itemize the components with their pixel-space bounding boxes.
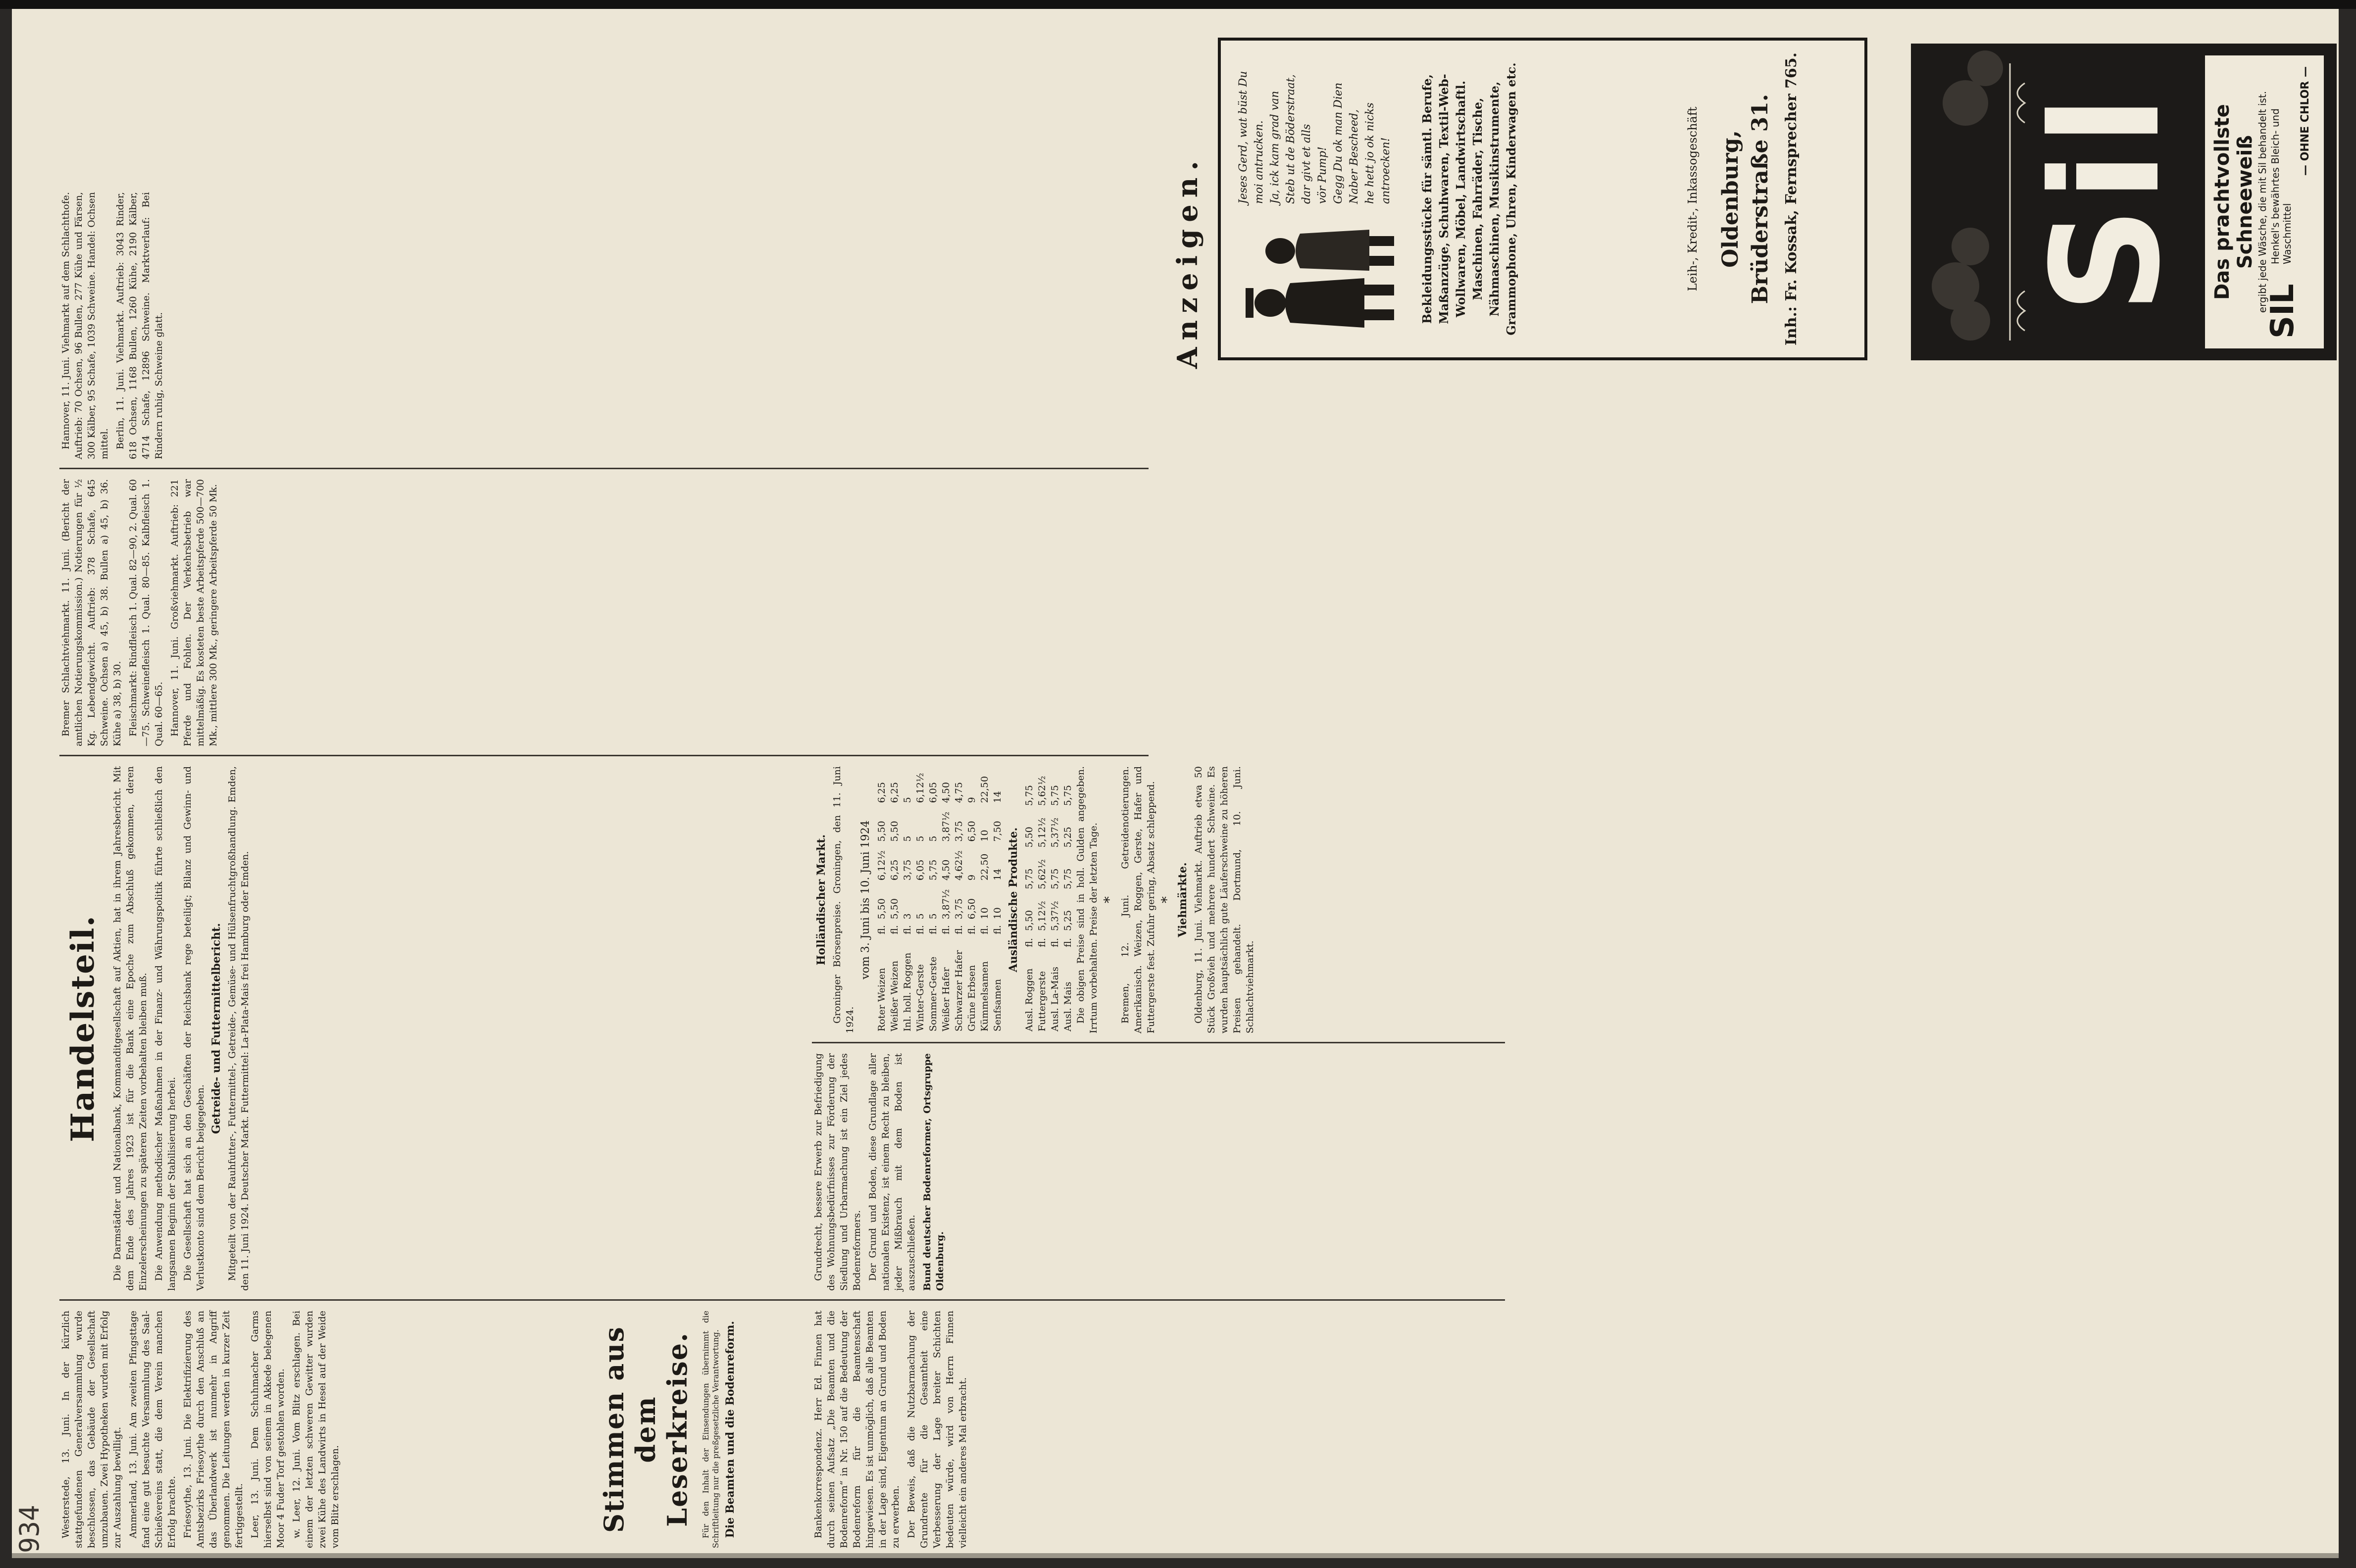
sil-advertisement — [1911, 44, 2337, 360]
page-number: 934 — [14, 1505, 45, 1553]
price-cell: 6,12½ — [876, 850, 887, 881]
price-cell: 5,75 — [1050, 868, 1060, 889]
local-news-column — [59, 1311, 584, 1548]
article-paragraph: Bankenkorrespondenz. Herr Ed. Finnen hat durch seinen Aufsatz „Die Beamten und die Bodenreform“ in Nr. 150 auf die Bedeutung der Bodenreform für die Beamtenschaft hingewiesen. Es ist unmöglich, daß alle Beamten in der Lage sind, Eigentum an Grund und Boden zu erwerben. — [813, 1311, 901, 1548]
product-name: Senfsamen — [992, 979, 1003, 1031]
price-cell: 6,05 — [928, 782, 939, 803]
sil-subline: ergibt jede Wäsche, die mit Sil behandelt ist. — [2256, 91, 2268, 313]
poem-line: Steb ut de Böderstraat, — [1285, 74, 1297, 204]
poem-line: dar givt et alls — [1301, 124, 1313, 204]
price-row — [991, 766, 1004, 1033]
section-title: Stimmen aus dem Leserkreise. — [598, 1326, 693, 1533]
news-paragraph: Friesoythe, 13. Juni. Die Elektrifizierung des Amtsbezirks Friesoythe durch den Anschluß an das Überlandwerk ist nunmehr in Angriff genommen. Die Leitungen werden in kurzer Zeit fertiggestellt. — [182, 1311, 245, 1548]
poem-line: vör Pump! — [1316, 147, 1329, 204]
disclaimer: Für den Inhalt der Einsendungen übernimmt die Schriftleitung nur die preßgesetzliche Verantwortung. — [701, 1311, 720, 1548]
bremen-paragraph: Bremen, 12. Juni. Getreidenotierungen. Amerikanisch. Weizen, Roggen, Gerste, Hafer und Futtergerste fest. Zufuhr gering, Absatz schleppend. — [1120, 766, 1156, 1033]
poem-line: Jeses Gerd, wat büst Du — [1237, 71, 1250, 204]
price-row — [901, 766, 914, 1033]
market-column — [59, 192, 1149, 459]
price-cell: 5,75 — [1062, 868, 1073, 889]
price-cell: 6,50 — [966, 821, 977, 842]
price-cell: 6,05 — [915, 859, 926, 881]
separator-star: * — [1158, 896, 1175, 903]
price-cell: 6,25 — [889, 782, 900, 803]
column-rule — [59, 1299, 1505, 1301]
sil-brand-logo: Sil — [2020, 90, 2193, 314]
price-row — [914, 766, 927, 1033]
price-cell: 5,25 — [1062, 827, 1073, 848]
business-type: Leih-, Kredit-, Inkassogeschäft — [1686, 106, 1700, 292]
price-cell: 3,75 — [953, 821, 964, 842]
price-cell: fl. — [876, 925, 887, 934]
shop-address: Oldenburg, Brüderstraße 31. — [1718, 94, 1773, 304]
price-cell: 7,50 — [992, 821, 1003, 842]
price-cell: 14 — [992, 868, 1003, 881]
price-cell: 5,62½ — [1037, 776, 1048, 806]
signature: Bund deutscher Bodenreformer, Ortsgruppe Oldenburg. — [922, 1053, 946, 1291]
foreign-products-title: Ausländische Produkte. — [1007, 827, 1020, 973]
price-cell: 6,25 — [876, 782, 887, 803]
feed-paragraph: Mitgeteilt von der Rauhfutter-, Futtermittel-, Getreide-, Gemüse- und Hülsenfruchtgroßhandlung. Emden, den 11. Juni 1924. Deutscher Markt. Futtermittel: La-Plata-Mais frei Hamburg oder Emden. — [227, 766, 251, 1291]
product-name: Futtergerste — [1037, 971, 1048, 1031]
price-cell: 5 — [928, 913, 939, 920]
price-cell: 3 — [902, 913, 913, 920]
price-cell: 5,50 — [889, 821, 900, 842]
product-name: Ausl. Roggen — [1024, 968, 1035, 1031]
product-name: Grüne Erbsen — [966, 965, 977, 1031]
price-cell: 9 — [966, 874, 977, 881]
price-row — [1061, 766, 1074, 1033]
price-cell: 3,87½ — [941, 811, 952, 842]
price-cell: 5,25 — [1062, 910, 1073, 931]
foreign-price-table — [1023, 766, 1074, 1033]
price-row — [978, 766, 991, 1033]
owner-line: Inh.: Fr. Kossak, Fernsprecher 765. — [1783, 52, 1800, 346]
price-cell: fl. — [941, 925, 952, 934]
news-paragraph: w. Leer, 12. Juni. Vom Blitz erschlagen. Bei einem der letzten schweren Gewitter wurden zwei Kühe des Landwirts in Hesel auf der Weide vom Blitz erschlagen. — [291, 1311, 341, 1548]
column-rule — [59, 468, 1149, 469]
illustration — [1236, 214, 1404, 343]
kossak-advertisement — [1218, 38, 1867, 360]
price-cell: 6,12½ — [915, 773, 926, 803]
price-row — [1023, 766, 1036, 1033]
market-paragraph: Fleischmarkt: Rindfleisch 1. Qual. 82—90, 2. Qual. 60—75. Schweinefleisch 1. Qual. 80—85. Kalbfleisch 1. Qual. 60—65. — [128, 479, 164, 746]
price-cell: 5,75 — [1050, 784, 1060, 806]
price-cell: fl. — [1062, 938, 1073, 947]
prices-column — [812, 766, 1505, 1033]
article-paragraph: Der Beweis, daß die Nutzbarmachung der Grundrente für die Gesamtheit eine Verbesserung der Lage breiter Schichten bedeuten würde, wird von Herrn Finnen vielleicht ein anderes Mal erbracht. — [906, 1311, 968, 1548]
column-rule — [59, 755, 1149, 756]
price-cell: 5,50 — [1024, 910, 1035, 931]
market-paragraph: Hannover, 11. Juni. Viehmarkt auf dem Schlachthofe. Auftrieb: 70 Ochsen, 96 Bullen, 277 Kühe und Färsen, 300 Kälber, 95 Schafe, 1039 Schweine. Handel: Ochsen mittel. — [60, 192, 110, 459]
cattle-paragraph: Oldenburg, 11. Juni. Viehmarkt. Auftrieb etwa 50 Stück Großvieh und mehrere hundert Schweine. Es wurden hauptsächlich gute Läuferschweine zu höheren Preisen gehandelt. Dortmund, 10. Juni. Schlachtviehmarkt. — [1193, 766, 1255, 1033]
trade-paragraph: Die Anwendung methodischer Maßnahmen in der Finanz- und Währungspolitik führte schließlich den langsamen Beginn der Stabilisierung herbei. — [153, 766, 177, 1291]
poem-line: Ja, ick kam grad van — [1269, 91, 1281, 204]
price-cell: 5,75 — [1062, 784, 1073, 806]
market-column — [59, 479, 1149, 746]
price-cell: 3,75 — [902, 859, 913, 881]
product-name: Weißer Weizen — [889, 960, 900, 1031]
market-paragraph: Bremer Schlachtviehmarkt. 11. Juni. (Bericht der amtlichen Notierungskommission.) Notierungen für ½ Kg. Lebendgewicht. Auftrieb: 378 Schafe, 645 Schweine. Ochsen a) 45, b) 38. Bullen a) 45, b) 36. Kühe a) 38, b) 30. — [60, 479, 123, 746]
price-cell: fl. — [928, 925, 939, 934]
cattle-market-title: Viehmärkte. — [1176, 862, 1189, 937]
price-cell: 5 — [915, 835, 926, 842]
article-paragraph: Der Grund und Boden, diese Grundlage aller nationalen Existenz, ist einem Recht zu bleiben, jeder Mißbrauch mit dem Boden ist auszuschließen. — [867, 1053, 917, 1291]
price-cell: 5 — [915, 913, 926, 920]
price-cell: 10 — [979, 830, 990, 842]
price-row — [952, 766, 965, 1033]
price-cell: 4,62½ — [953, 850, 964, 881]
price-cell: 5 — [902, 797, 913, 803]
price-cell: 5,62½ — [1037, 859, 1048, 889]
price-cell: 5,75 — [928, 859, 939, 881]
sil-footer — [2203, 53, 2326, 350]
price-cell: 5,37½ — [1050, 901, 1060, 931]
price-table — [875, 766, 1004, 1033]
product-name: Weißer Hafer — [941, 967, 952, 1031]
separator-star: * — [1101, 896, 1117, 903]
price-row — [965, 766, 978, 1033]
price-cell: 22,50 — [979, 853, 990, 881]
price-cell: 5 — [902, 835, 913, 842]
price-cell: 5,75 — [1024, 868, 1035, 889]
price-cell: 10 — [992, 907, 1003, 920]
product-name: Sommer-Gerste — [928, 956, 939, 1031]
goods-list: Bekleidungsstücke für sämtl. Berufe, Maßanzüge, Schuhwaren, Textil-Web-Wollwaren, Möbel, Landwirtschaftl. Maschinen, Fahrräder, Tische, Nähmaschinen, Musikinstrumente, Grammophone, Uhren, Kinderwagen etc. — [1420, 62, 1518, 336]
price-cell: 9 — [966, 797, 977, 803]
price-cell: fl. — [992, 925, 1003, 934]
product-name: Kümmelsamen — [979, 961, 990, 1031]
price-cell: 5,50 — [1024, 827, 1035, 848]
price-cell: 3,87½ — [941, 889, 952, 920]
product-name: Inl. holl. Roggen — [902, 952, 913, 1031]
readers-voices-header — [594, 1311, 802, 1548]
article-column — [812, 1311, 1505, 1548]
market-paragraph: Berlin, 11. Juni. Viehmarkt. Auftrieb: 3043 Rinder, 618 Ochsen, 1168 Bullen, 1260 Kühe, 2190 Kälber, 4714 Schafe, 12896 Schweine. Marktverlauf: Bei Rindern ruhig, Schweine glatt. — [115, 192, 164, 459]
trade-title: Handelsteil. — [64, 915, 101, 1142]
price-cell: 6,50 — [966, 898, 977, 920]
price-cell: fl. — [966, 925, 977, 934]
dialogue-poem — [1236, 55, 1394, 204]
price-row — [888, 766, 901, 1033]
price-cell: 3,75 — [953, 898, 964, 920]
price-cell: 10 — [979, 907, 990, 920]
price-row — [940, 766, 952, 1033]
ads-header — [1168, 44, 1213, 479]
price-cell: fl. — [1037, 938, 1048, 947]
poem-line: moi antrucken. — [1253, 120, 1265, 204]
market-paragraph: Hannover, 11. Juni. Großviehmarkt. Auftrieb: 221 Pferde und Fohlen. Der Verkehrsbetrieb war mittelmäßig. Es kosteten beste Arbeitspferde 500—700 Mk., mittlere 300 Mk., geringere Arbeitspferde 50 Mk. — [169, 479, 219, 746]
dutch-market-sub: Groninger Börsenpreise. Groningen, den 11. Juni 1924. — [832, 766, 855, 1033]
poem-line: Gegg Du ok man Dien Naber Bescheed, — [1332, 82, 1360, 204]
price-row — [1049, 766, 1061, 1033]
price-cell: 14 — [992, 791, 1003, 803]
ads-title: Anzeigen. — [1171, 154, 1204, 369]
sil-label: SIL — [2264, 284, 2301, 339]
feed-title: Getreide- und Futtermittelbericht. — [210, 923, 223, 1134]
price-cell: 5,75 — [1024, 784, 1035, 806]
news-paragraph: Ammerland, 13. Juni. Am zweiten Pfingsttage fand eine gut besuchte Versammlung des Saal-Schießvereins statt, die dem Verein manchen Erfolg brachte. — [128, 1311, 177, 1548]
price-cell: 5,37½ — [1050, 817, 1060, 848]
price-cell: fl. — [915, 925, 926, 934]
two-figures-illustration — [1236, 214, 1404, 343]
news-paragraph: Westerstede, 13. Juni. In der kürzlich stattgefundenen Generalversammlung wurde beschlossen, das Gebäude der Gesellschaft umzubauen. Zwei Hypotheken wurden mit Erfolg zur Auszahlung bewilligt. — [60, 1311, 123, 1548]
trade-paragraph: Die Gesellschaft hat sich an den Geschäften der Reichsbank rege beteiligt; Bilanz und Gewinn- und Verlustkonto sind dem Bericht beigegeben. — [182, 766, 206, 1291]
price-row — [875, 766, 888, 1033]
price-row — [1036, 766, 1049, 1033]
price-cell: 5,50 — [876, 898, 887, 920]
product-name: Winter-Gerste — [915, 964, 926, 1031]
price-cell: 5,50 — [889, 898, 900, 920]
news-paragraph: Leer, 13. Juni. Dem Schuhmacher Garms hierselbst sind von seinem in Akkede belegenen Moor 4 Fuder Torf gestohlen worden. — [250, 1311, 286, 1548]
article-title: Die Beamten und die Bodenreform. — [724, 1321, 737, 1538]
sil-description: Henkel's bewährtes Bleich- und Waschmittel — [2269, 108, 2293, 264]
price-cell: 5,50 — [876, 821, 887, 842]
column-rule — [812, 1042, 1505, 1043]
price-cell: 4,50 — [941, 859, 952, 881]
price-cell: fl. — [953, 925, 964, 934]
price-cell: fl. — [1050, 938, 1060, 947]
price-cell: 5,12½ — [1037, 817, 1048, 848]
price-cell: 22,50 — [979, 776, 990, 803]
price-cell: 6,25 — [889, 859, 900, 881]
price-cell: fl. — [889, 925, 900, 934]
product-name: Ausl. Mais — [1062, 981, 1073, 1031]
product-name: Ausl. La-Mais — [1050, 967, 1060, 1031]
dutch-market-title: Holländischer Markt. — [815, 834, 828, 966]
article-paragraph: Grundrecht, bessere Erwerb zur Befriedigung des Wohnungsbedürfnisses zur Förderung der Siedlung und Urbarmachung ist ein Ziel jedes Bodenreformers. — [813, 1053, 862, 1291]
price-cell: 4,75 — [953, 782, 964, 803]
price-cell: fl. — [902, 925, 913, 934]
sil-no-chlorine: — OHNE CHLOR — — [2299, 66, 2311, 176]
price-cell: 5,12½ — [1037, 901, 1048, 931]
product-name: Roter Weizen — [876, 968, 887, 1031]
price-cell: 4,50 — [941, 782, 952, 803]
product-name: Schwarzer Hafer — [953, 950, 964, 1031]
price-row — [927, 766, 940, 1033]
price-note: Die obigen Preise sind in holl. Gulden angegeben. Irrtum vorbehalten. Preise der letzten Tage. — [1075, 766, 1099, 1033]
trade-paragraph: Die Darmstädter und Nationalbank, Kommanditgesellschaft auf Aktien, hat in ihrem Jahresbericht. Mit dem Ende des Jahres 1923 ist für die Bank eine Epoche zum Abschluß gekommen, deren Einzelerscheinungen zu späteren Zeiten vorbehalten bleiben muß. — [112, 766, 149, 1291]
price-cell: fl. — [979, 925, 990, 934]
sil-slogan: Das prachtvollste Schneeweiß — [2211, 104, 2256, 300]
trade-section — [59, 766, 584, 1291]
poem-line: he hett jo ok nicks antroecken! — [1364, 102, 1392, 204]
price-cell: 5 — [928, 835, 939, 842]
price-cell: fl. — [1024, 938, 1035, 947]
prices-date: vom 3. Juni bis 10. Juni 1924 — [859, 820, 872, 980]
article-column — [812, 1053, 1505, 1291]
